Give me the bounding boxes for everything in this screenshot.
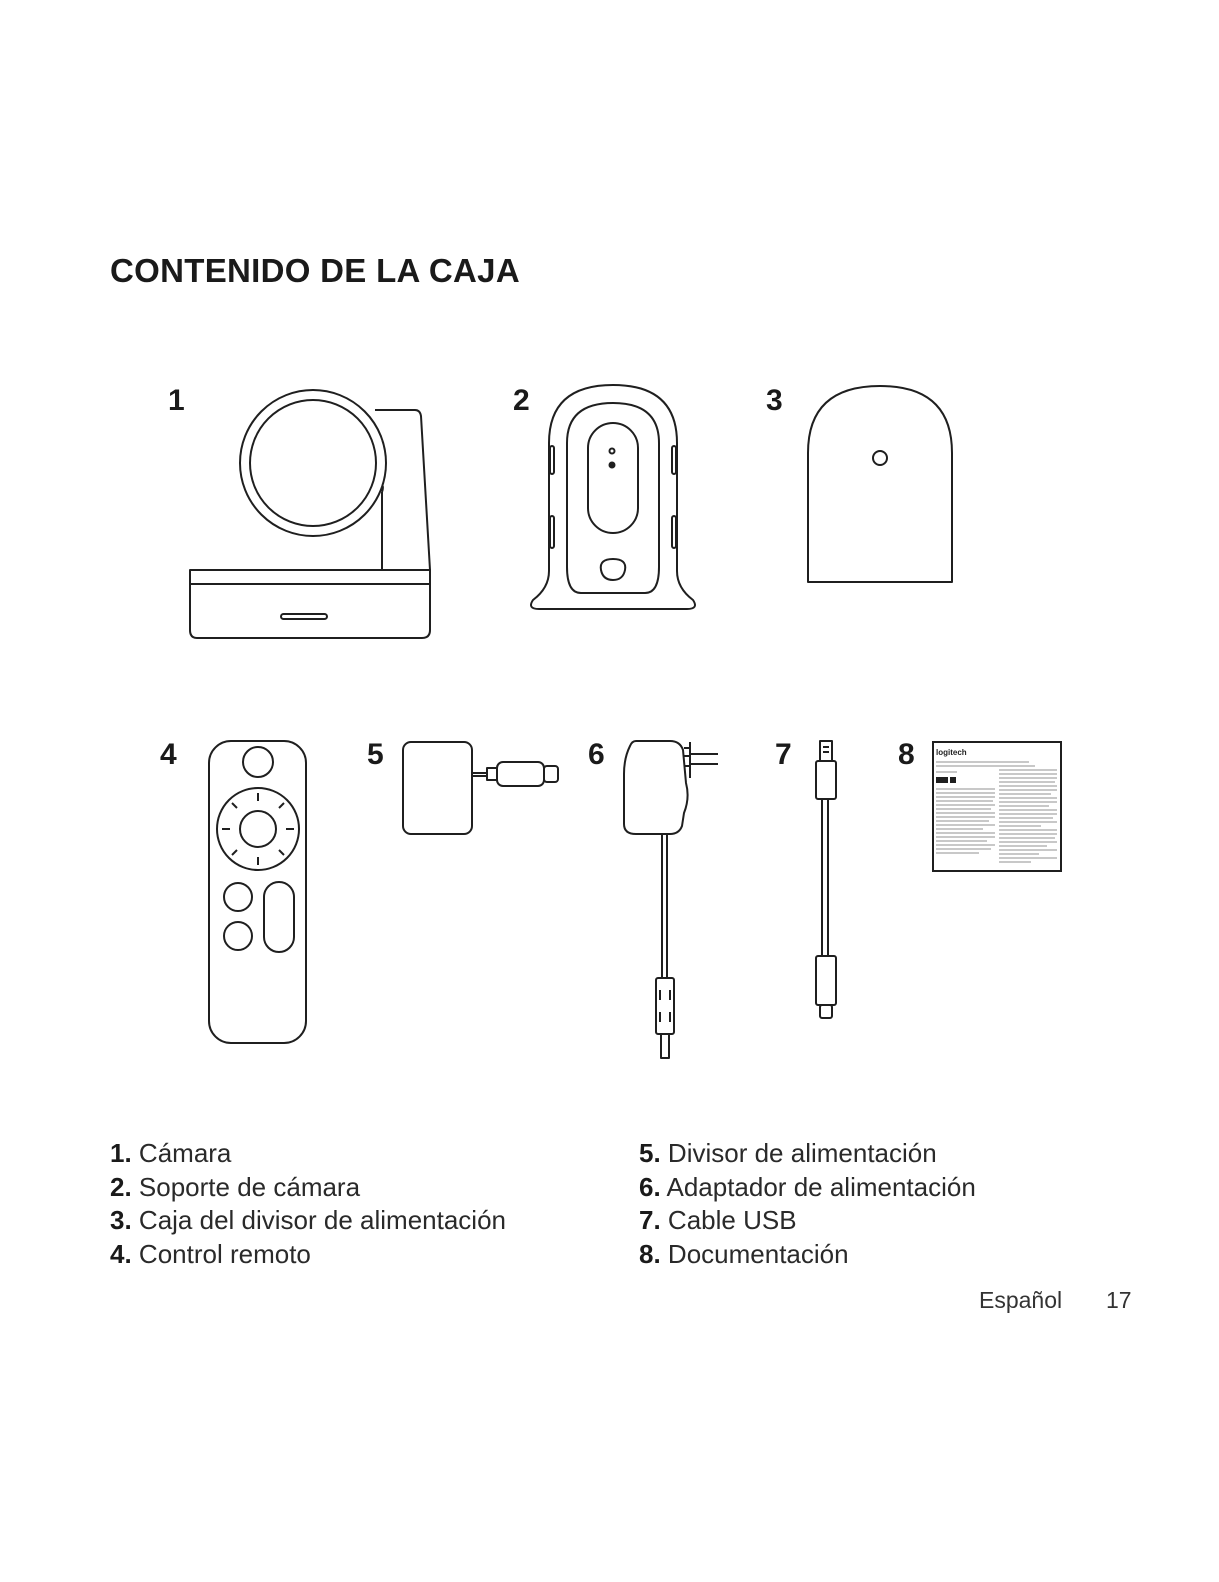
list-item xyxy=(639,1171,976,1205)
page-title: CONTENIDO DE LA CAJA xyxy=(110,252,520,289)
remote-control-illustration xyxy=(205,738,310,1046)
footer-language: Español xyxy=(979,1287,1063,1313)
list-item-label: Control remoto xyxy=(138,1238,311,1269)
power-splitter-illustration xyxy=(399,738,564,838)
list-item xyxy=(639,1238,976,1272)
list-item-label: Caja del divisor de alimentación xyxy=(138,1205,507,1235)
contents-list-right xyxy=(639,1137,976,1271)
list-item-number: 1. xyxy=(110,1138,132,1168)
list-item xyxy=(110,1238,506,1272)
power-adapter-illustration xyxy=(618,738,723,1063)
list-item-label: Cable USB xyxy=(667,1205,797,1235)
list-item-number: 8. xyxy=(639,1238,661,1269)
list-item-label: Adaptador de alimentación xyxy=(666,1171,976,1202)
camera-illustration xyxy=(185,372,435,644)
list-item-number: 7. xyxy=(639,1205,661,1235)
list-item xyxy=(639,1137,976,1171)
list-item-label: Divisor de alimentación xyxy=(667,1138,937,1168)
list-item-label: Soporte de cámara xyxy=(138,1171,361,1202)
list-item-number: 2. xyxy=(110,1171,132,1202)
camera-mount-illustration xyxy=(527,383,699,613)
list-item xyxy=(110,1204,506,1238)
figure-number-4: 4 xyxy=(160,738,177,771)
list-item-label: Documentación xyxy=(667,1238,849,1269)
contents-list-left xyxy=(110,1137,506,1271)
list-item xyxy=(639,1204,976,1238)
list-item xyxy=(110,1137,506,1171)
figure-number-3: 3 xyxy=(766,384,783,417)
splitter-box-illustration xyxy=(805,383,955,585)
figure-number-8: 8 xyxy=(898,738,915,771)
figure-number-1: 1 xyxy=(168,384,185,417)
figure-number-7: 7 xyxy=(775,738,792,771)
figure-number-6: 6 xyxy=(588,738,605,771)
documentation-logo: logitech xyxy=(936,748,967,757)
usb-cable-illustration xyxy=(812,738,842,1023)
page-number: 17 xyxy=(1106,1287,1132,1313)
documentation-illustration xyxy=(931,740,1063,873)
list-item xyxy=(110,1171,506,1205)
list-item-number: 5. xyxy=(639,1138,661,1168)
list-item-number: 3. xyxy=(110,1205,132,1235)
list-item-number: 6. xyxy=(639,1171,661,1202)
list-item-label: Cámara xyxy=(138,1138,232,1168)
figure-number-2: 2 xyxy=(513,384,530,417)
list-item-number: 4. xyxy=(110,1238,132,1269)
figure-number-5: 5 xyxy=(367,738,384,771)
